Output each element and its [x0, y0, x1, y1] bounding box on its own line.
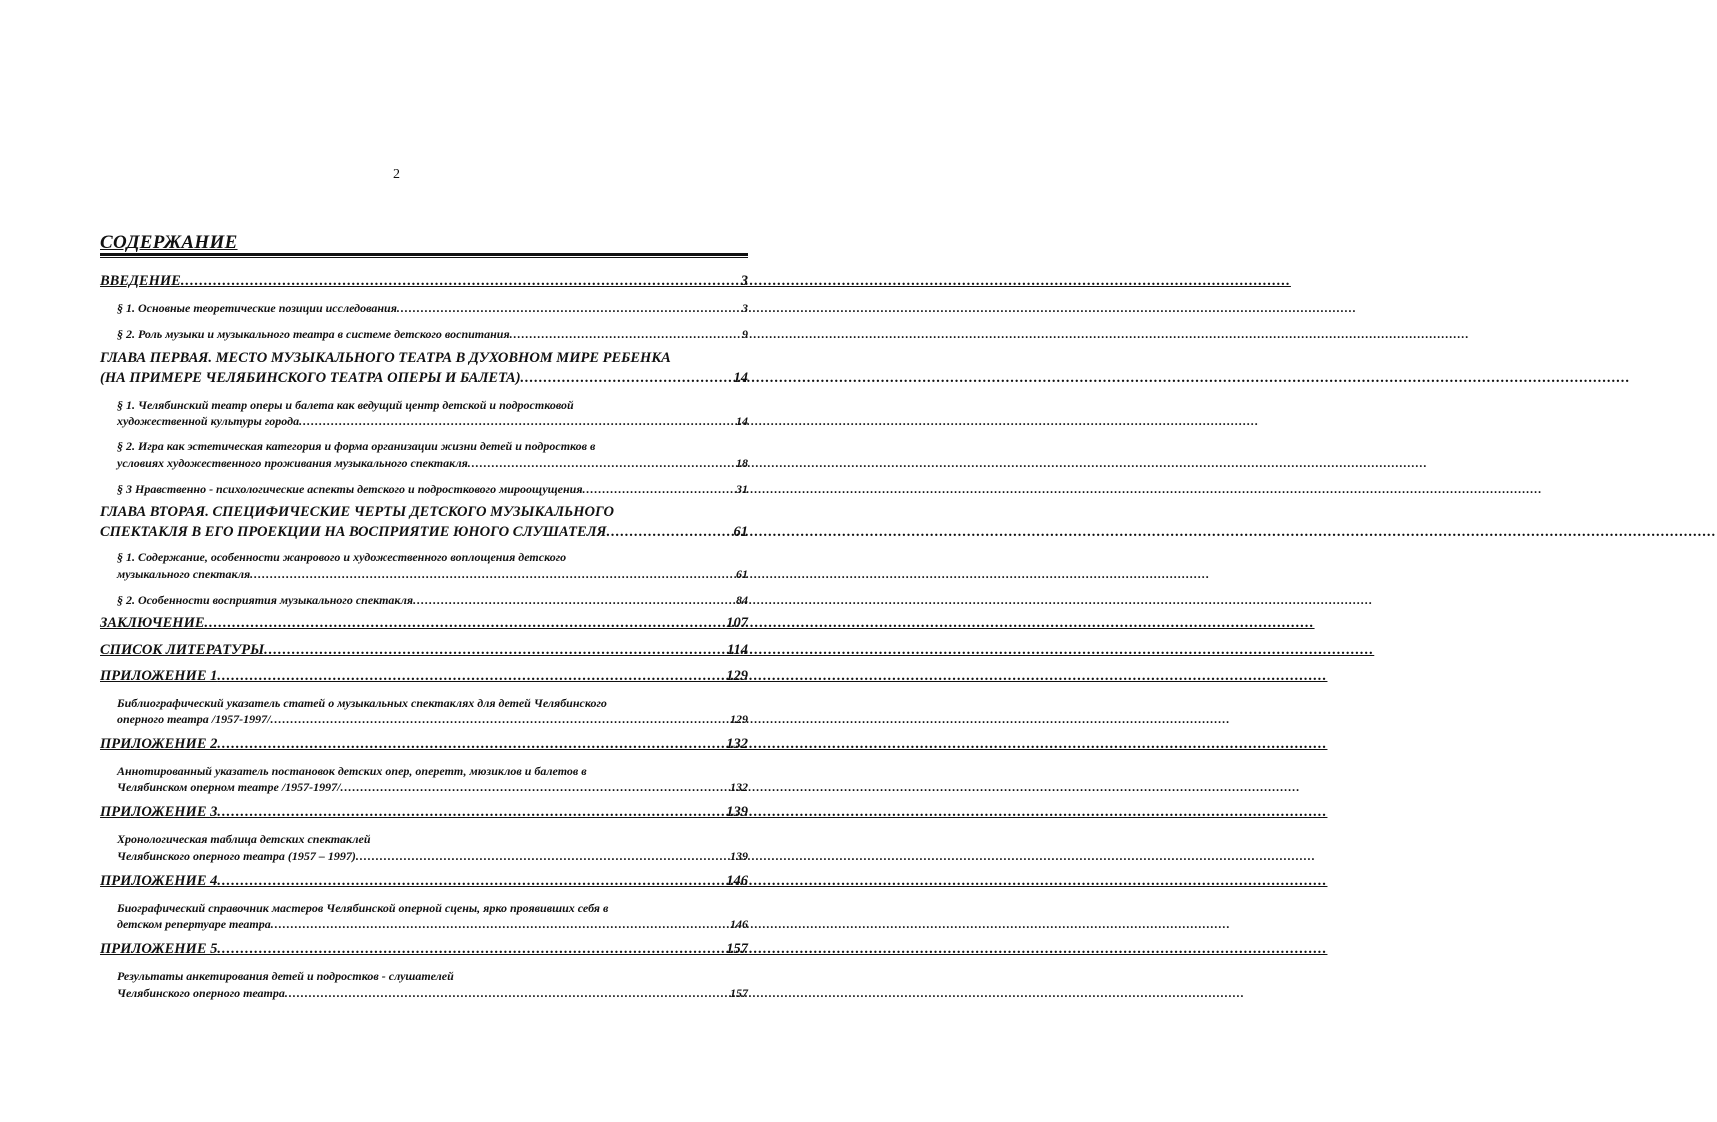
- dot-leader: [217, 941, 724, 958]
- dot-leader: [607, 524, 732, 541]
- toc-page-number: 61: [733, 524, 748, 540]
- toc-page-number: 3: [740, 273, 748, 289]
- toc-page-number: 9: [742, 327, 748, 341]
- toc-entry-title: § 3 Нравственно - психологические аспекты детского и подросткового мироощущения: [117, 482, 583, 496]
- appendix-4-description-line-1: Биографический справочник мастеров Челябинской оперной сцены, ярко проявивших себя в: [117, 901, 609, 915]
- toc-entry-title: ЗАКЛЮЧЕНИЕ: [100, 615, 205, 631]
- toc-title: СОДЕРЖАНИЕ: [100, 232, 238, 253]
- toc-page-number: 14: [733, 370, 748, 386]
- toc-entry-appendix-1-description: [117, 712, 748, 727]
- toc-entry-appendix-4: [100, 873, 748, 890]
- chapter-1-section-1-line-1: § 1. Челябинский театр оперы и балета как ведущий центр детской и подростковой: [117, 398, 574, 412]
- toc-entry-title: детском репертуаре театра: [117, 917, 271, 931]
- toc-page-number: 114: [727, 642, 748, 658]
- toc-page-number: 14: [736, 414, 748, 428]
- toc-entry-title: Челябинском оперном театре /1957-1997/: [117, 780, 341, 794]
- toc-page-number: 129: [726, 668, 748, 684]
- toc-entry-bibliography: [100, 642, 748, 659]
- appendix-3-description-line-1: Хронологическая таблица детских спектаклей: [117, 832, 371, 846]
- dot-leader: [270, 712, 728, 727]
- dot-leader: [217, 804, 724, 821]
- toc-entry-chapter-2-section-2: [117, 593, 748, 608]
- toc-page-number: 84: [736, 593, 748, 607]
- toc-page-number: 107: [726, 615, 748, 631]
- dot-leader: [217, 736, 724, 753]
- toc-entry-appendix-3-description: [117, 849, 748, 864]
- toc-page-number: 146: [726, 873, 748, 889]
- dot-leader: [468, 456, 734, 471]
- toc-entry-appendix-2: [100, 736, 748, 753]
- dot-leader: [356, 849, 728, 864]
- toc-page-number: 3: [742, 301, 748, 315]
- toc-entry-appendix-1: [100, 668, 748, 685]
- toc-page-number: 139: [726, 804, 748, 820]
- toc-entry-chapter-1-section-2: [117, 456, 748, 471]
- dot-leader: [413, 593, 734, 608]
- toc-entry-title: условиях художественного проживания музыкального спектакля: [117, 456, 468, 470]
- toc-entry-appendix-2-description: [117, 780, 748, 795]
- chapter-1-section-2-line-1: § 2. Игра как эстетическая категория и форма организации жизни детей и подростков в: [117, 439, 596, 453]
- toc-page-number: 157: [726, 941, 748, 957]
- toc-entry-chapter-1: [100, 370, 748, 387]
- dot-leader: [583, 482, 734, 497]
- toc-entry-title: § 2. Роль музыки и музыкального театра в системе детского воспитания: [117, 327, 510, 341]
- dot-leader: [217, 668, 724, 685]
- toc-entry-chapter-1-section-1: [117, 414, 748, 429]
- chapter-2-section-1-line-1: § 1. Содержание, особенности жанрового и художественного воплощения детского: [117, 550, 567, 564]
- dot-leader: [299, 414, 734, 429]
- toc-entry-title: оперного театра /1957-1997/: [117, 712, 271, 726]
- toc-entry-title: художественной культуры города: [117, 414, 300, 428]
- toc-entry-appendix-5-description: [117, 986, 748, 1001]
- toc-page-number: 18: [736, 456, 748, 470]
- toc-page-number: 61: [736, 567, 748, 581]
- toc-page-number: 146: [730, 917, 748, 931]
- toc-page-number: 31: [736, 482, 748, 496]
- toc-page-number: 139: [730, 849, 748, 863]
- table-of-contents: [0, 0, 793, 1122]
- chapter-2-title-line-1: ГЛАВА ВТОРАЯ. СПЕЦИФИЧЕСКИЕ ЧЕРТЫ ДЕТСКОГО МУЗЫКАЛЬНОГО: [100, 504, 614, 520]
- toc-page-number: 132: [730, 780, 748, 794]
- dot-leader: [264, 642, 725, 659]
- dot-leader: [397, 301, 740, 316]
- toc-entry-title: ПРИЛОЖЕНИЕ 3: [100, 804, 218, 820]
- appendix-2-description-line-1: Аннотированный указатель постановок детских опер, оперетт, мюзиклов и балетов в: [117, 764, 587, 778]
- toc-entry-introduction: [100, 273, 748, 290]
- toc-entry-title: § 1. Основные теоретические позиции исследования: [117, 301, 397, 315]
- toc-page-number: 157: [730, 986, 748, 1000]
- toc-entry-appendix-5: [100, 941, 748, 958]
- toc-entry-appendix-4-description: [117, 917, 748, 932]
- dot-leader: [181, 273, 739, 290]
- toc-entry-title: СПЕКТАКЛЯ В ЕГО ПРОЕКЦИИ НА ВОСПРИЯТИЕ ЮНОГО СЛУШАТЕЛЯ: [100, 524, 607, 540]
- toc-entry-title: ПРИЛОЖЕНИЕ 2: [100, 736, 218, 752]
- dot-leader: [340, 780, 728, 795]
- toc-entry-title: ПРИЛОЖЕНИЕ 5: [100, 941, 218, 957]
- toc-entry-intro-section-2: [117, 327, 748, 342]
- toc-entry-title: Челябинского оперного театра: [117, 986, 285, 1000]
- toc-page-number: 132: [726, 736, 748, 752]
- toc-entry-appendix-3: [100, 804, 748, 821]
- toc-page-number: 129: [730, 712, 748, 726]
- toc-entry-title: (НА ПРИМЕРЕ ЧЕЛЯБИНСКОГО ТЕАТРА ОПЕРЫ И БАЛЕТА): [100, 370, 521, 386]
- dot-leader: [521, 370, 732, 387]
- toc-entry-title: ПРИЛОЖЕНИЕ 1: [100, 668, 218, 684]
- appendix-5-description-line-1: Результаты анкетирования детей и подростков - слушателей: [117, 969, 454, 983]
- dot-leader: [271, 917, 728, 932]
- toc-entry-intro-section-1: [117, 301, 748, 316]
- toc-entry-chapter-2-section-1: [117, 567, 748, 582]
- chapter-1-title-line-1: ГЛАВА ПЕРВАЯ. МЕСТО МУЗЫКАЛЬНОГО ТЕАТРА В ДУХОВНОМ МИРЕ РЕБЕНКА: [100, 350, 671, 366]
- toc-entry-title: § 2. Особенности восприятия музыкального спектакля: [117, 593, 414, 607]
- toc-entry-title: музыкального спектакля: [117, 567, 251, 581]
- toc-entry-conclusion: [100, 615, 748, 632]
- page-number: 2: [393, 167, 400, 182]
- dot-leader: [285, 986, 728, 1001]
- appendix-1-description-line-1: Библиографический указатель статей о музыкальных спектаклях для детей Челябинского: [117, 696, 607, 710]
- toc-entry-chapter-2: [100, 524, 748, 541]
- toc-entry-title: Челябинского оперного театра (1957 – 1997): [117, 849, 356, 863]
- toc-entry-title: ПРИЛОЖЕНИЕ 4: [100, 873, 218, 889]
- dot-leader: [205, 615, 725, 632]
- toc-entry-chapter-1-section-3: [117, 482, 748, 497]
- toc-entry-title: СПИСОК ЛИТЕРАТУРЫ: [100, 642, 265, 658]
- dot-leader: [510, 327, 740, 342]
- dot-leader: [250, 567, 734, 582]
- toc-entry-title: ВВЕДЕНИЕ: [100, 273, 181, 289]
- dot-leader: [217, 873, 724, 890]
